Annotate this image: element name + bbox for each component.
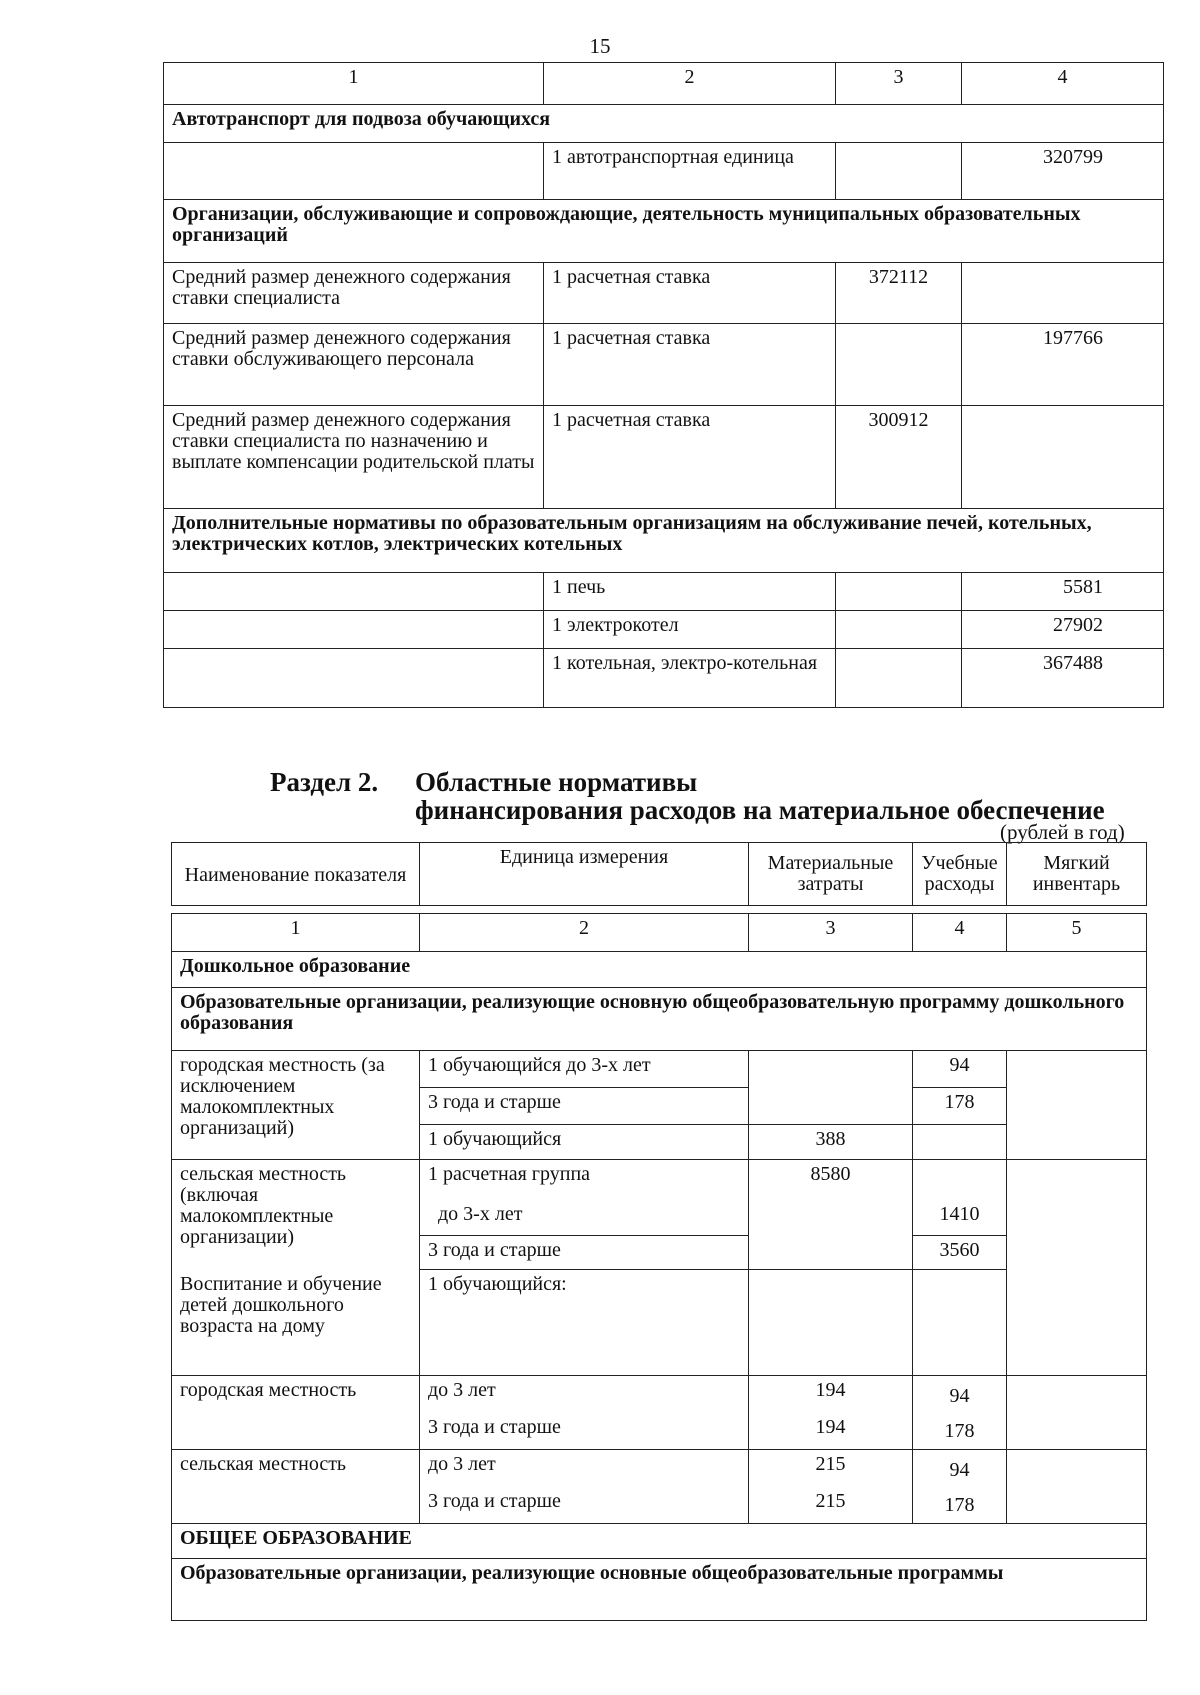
group-service-orgs: Организации, обслуживающие и сопровождающие, деятельность муниципальных образовательных организаций [164,200,1164,263]
col-number: 4 [962,63,1164,105]
unit-cell: 1 обучающийся до 3-х лет [420,1051,749,1088]
col-number: 3 [749,914,913,952]
group-row [172,1524,1147,1559]
value-cell: 367488 [962,649,1164,708]
col-number: 1 [172,914,420,952]
name-cell: городская местность (за исключением малокомплектных организаций) [172,1051,420,1160]
group-preschool-orgs: Образовательные организации, реализующие основную общеобразовательную программу дошкольного образования [172,988,1147,1051]
spacer-row [172,906,1147,914]
unit-cell: 3 года и старше [420,1088,749,1125]
header-row [172,843,1147,906]
section-title-line-2: финансирования расходов на материальное обеспечение [415,795,1105,825]
value-cell: 194 [749,1376,913,1413]
header-cell: Материальные затраты [749,843,913,906]
value-cell [913,1160,1007,1200]
value-cell [836,324,962,406]
value-cell [913,1270,1007,1376]
group-general: ОБЩЕЕ ОБРАЗОВАНИЕ [172,1524,1147,1559]
table-row [164,406,1164,509]
value-cell [1007,1051,1147,1160]
group-row [172,988,1147,1051]
unit-cell: 1 расчетная ставка [544,406,836,509]
value-cell [962,406,1164,509]
group-preschool: Дошкольное образование [172,952,1147,988]
col-number: 2 [420,914,749,952]
table-row [172,1450,1147,1487]
value-cell: 320799 [962,143,1164,200]
col-number: 3 [836,63,962,105]
table-row [172,1270,1147,1376]
value-cell: 94 [913,1450,1007,1487]
value-cell [1007,1160,1147,1270]
value-cell [749,1051,913,1125]
value-cell: 94 [913,1051,1007,1088]
value-cell: 178 [913,1413,1007,1450]
table-row [164,143,1164,200]
value-cell [836,611,962,649]
value-cell: 178 [913,1088,1007,1125]
unit-cell: до 3 лет [420,1450,749,1487]
section-label: Раздел 2. [270,767,379,797]
name-cell: сельская местность (включая малокомплектные организации) [172,1160,420,1270]
header-cell: Единица измерения [420,843,749,906]
value-cell [962,263,1164,324]
value-cell: 372112 [836,263,962,324]
unit-cell: 1 расчетная ставка [544,263,836,324]
header-cell: Учебные расходы [913,843,1007,906]
value-cell [836,649,962,708]
section-title [415,768,1105,824]
norms-table-2 [171,842,1147,1621]
table-row [164,324,1164,406]
name-cell: Воспитание и обучение детей дошкольного возраста на дому [172,1270,420,1376]
value-cell: 178 [913,1487,1007,1524]
unit-cell: 1 автотранспортная единица [544,143,836,200]
unit-cell: 1 обучающийся [420,1125,749,1160]
unit-cell: 3 года и старше [420,1487,749,1524]
group-transport: Автотранспорт для подвоза обучающихся [164,105,1164,143]
value-cell: 8580 [749,1160,913,1270]
col-number: 1 [164,63,544,105]
name-cell: сельская местность [172,1450,420,1524]
table-row [164,263,1164,324]
value-cell: 197766 [962,324,1164,406]
unit-cell: 3 года и старше [420,1236,749,1270]
table-row [164,611,1164,649]
value-cell: 1410 [913,1200,1007,1236]
value-cell [1007,1376,1147,1450]
column-number-row [164,63,1164,105]
group-row [164,509,1164,573]
value-cell [1007,1270,1147,1376]
table-row [172,1160,1147,1200]
table-row [164,649,1164,708]
unit-cell: 3 года и старше [420,1413,749,1450]
unit-cell: 1 расчетная группа [420,1160,749,1200]
unit-cell: 1 печь [544,573,836,611]
section-title-line-1: Областные нормативы [415,767,698,797]
value-cell: 388 [749,1125,913,1160]
unit-cell: до 3-х лет [420,1200,749,1236]
value-cell: 5581 [962,573,1164,611]
group-additional: Дополнительные нормативы по образовательным организациям на обслуживание печей, котельных, электрических котлов, электрических котельных [164,509,1164,573]
value-cell: 94 [913,1376,1007,1413]
col-number: 2 [544,63,836,105]
name-cell [164,143,544,200]
unit-cell: до 3 лет [420,1376,749,1413]
name-cell: городская местность [172,1376,420,1450]
col-number: 5 [1007,914,1147,952]
value-cell [1007,1450,1147,1524]
value-cell [836,143,962,200]
unit-cell: 1 котельная, электро-котельная [544,649,836,708]
value-cell: 215 [749,1487,913,1524]
group-row [164,105,1164,143]
page-number: 15 [589,34,611,58]
value-cell: 3560 [913,1236,1007,1270]
column-number-row [172,914,1147,952]
value-cell: 300912 [836,406,962,509]
group-row [172,1559,1147,1621]
name-cell [164,649,544,708]
unit-cell: 1 электрокотел [544,611,836,649]
units-note: (рублей в год) [1000,820,1125,844]
name-cell: Средний размер денежного содержания ставки обслуживающего персонала [164,324,544,406]
value-cell [913,1125,1007,1160]
table-row [172,1376,1147,1413]
table-row [172,1051,1147,1088]
group-row [164,200,1164,263]
norms-table-1 [163,62,1164,708]
name-cell [164,573,544,611]
name-cell: Средний размер денежного содержания ставки специалиста по назначению и выплате компенсации родительской платы [164,406,544,509]
name-cell: Средний размер денежного содержания ставки специалиста [164,263,544,324]
group-general-orgs: Образовательные организации, реализующие основные общеобразовательные программы [172,1559,1147,1621]
name-cell [164,611,544,649]
value-cell: 194 [749,1413,913,1450]
value-cell: 215 [749,1450,913,1487]
header-cell: Наименование показателя [172,843,420,906]
header-cell: Мягкий инвентарь [1007,843,1147,906]
value-cell [749,1270,913,1376]
group-row [172,952,1147,988]
unit-cell: 1 расчетная ставка [544,324,836,406]
value-cell [836,573,962,611]
value-cell: 27902 [962,611,1164,649]
unit-cell: 1 обучающийся: [420,1270,749,1376]
spacer-cell [172,906,1147,914]
col-number: 4 [913,914,1007,952]
table-row [164,573,1164,611]
